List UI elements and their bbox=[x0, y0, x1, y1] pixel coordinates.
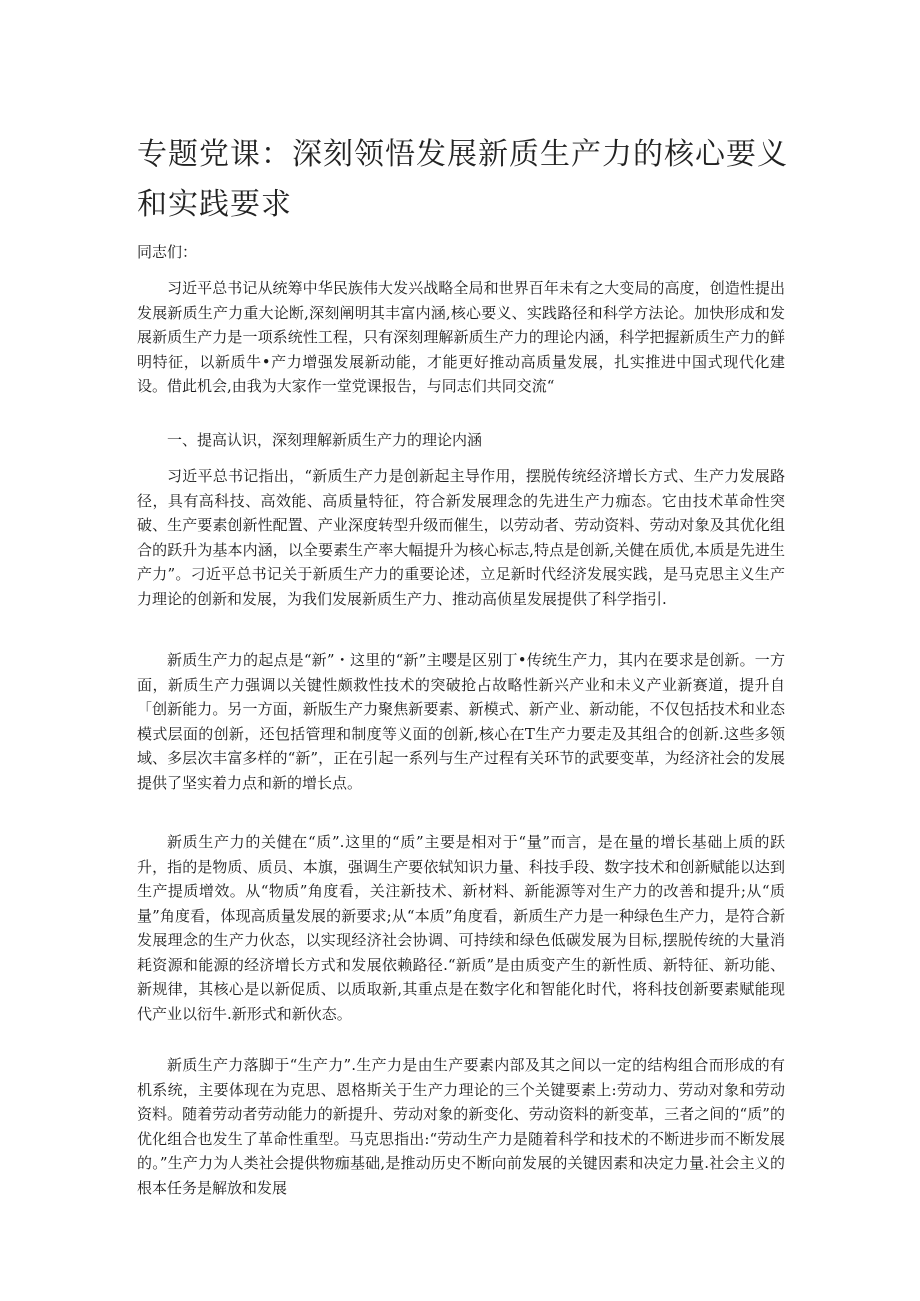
salutation: 同志们： bbox=[137, 243, 198, 261]
document-title: 专题党课：深刻领悟发展新质生产力的核心要义和实践要求 bbox=[137, 137, 788, 222]
body-paragraph-new: 新质生产力的起点是“新”・这里的“新”主嘤是区别丁•传统生产力，其内在要求是创新。一方面，新质生产力强调以关键性颇救性技术的突破抢占故略性新兴产业和未义产业新赛道，提升自「创新能力。另一方面，新版生产力聚焦新要素、新模式、新产业、新动能，不仅包括技术和业态模式层面的创新，还包括管理和制度等义面的创新,核心在T生产力要走及其组合的创新.这些多领域、多层次丰富多样的“新”，正在引起一系列与生产过程有关环节的武要变革，为经济社会的发展提供了坚实着力点和新的增长点。 bbox=[137, 651, 785, 792]
body-paragraph-definition: 习近平总书记指出，“新质生产力是创新起主导作用，摆脱传统经济增长方式、生产力发展路径，具有高科技、高效能、高质量特征，符合新发展理念的先进生产力痂态。它由技术革命性突破、生产要素创新性配置、产业深度转型升级而催生，以劳动者、劳动资料、劳动对象及其优化组合的跃升为基本内涵，以全要素生产率大幅提升为核心标志,特点是创新,关健在质优,本质是先进生产力”。刁近平总书记关于新质生产力的重要论述，立足新时代经济发展实践，是马克思主义生产力理论的创新和发展，为我们发展新质生产力、推动高侦星发展提供了科学指引. bbox=[137, 467, 785, 608]
intro-paragraph: 习近平总书记从统筹中华民族伟大发兴战略全局和世界百年未有之大变局的高度，创造性提出发展新质生产力重大论断,深刻阐明其丰富内涵,核心要义、实践路径和科学方法论。加快形成和发展新质生产力是一项系统性工程，只有深刻理解新质生产力的理论内涵，科学把握新质生产力的鲜明特征，以新质牛•产力增强发展新动能，才能更好推动高质量发展，扎实推进中国式现代化建设。借此机会,由我为大家作一堂党课报告，与同志们共同交流“ bbox=[137, 279, 785, 395]
body-paragraph-productivity: 新质生产力落脚于“生产力”.生产力是由生产要素内部及其之间以一定的结构组合而形成的有机系统，主要体现在为克思、恩格斯关于生产力理论的三个关键要素上:劳动力、劳动对象和劳动资料。随着劳动者劳动能力的新提升、劳动对象的新变化、劳动资料的新变革，三者之间的“质”的优化组合也发生了革命性重型。马克思指出:“劳动生产力是随着科学和技术的不断进步而不断发展的。”生产力为人类社会提供物痂基础,是推动历史不断向前发展的关键因素和决定力量.社会主义的根本任务是解放和发展 bbox=[137, 1056, 785, 1197]
body-paragraph-quality: 新质生产力的关健在“质”.这里的“质”主要是相对于“量”而言，是在量的增长基础上质的跃升，指的是物质、质员、本旗，强调生产要依轼知识力量、科技手段、数字技术和创新赋能以达到生产提质增效。从“物质”角度看，关注新技术、新材料、新能源等对生产力的改善和提升;从“质量”角度看，体现高质量发展的新要求;从“本质”角度看，新质生产力是一种绿色生产力，是符合新发展理念的生产力伙态，以实现经济社会协调、可持续和绿色低碳发展为目标,摆脱传统的大量消耗资源和能源的经济增长方式和发展依赖路径.“新质”是由质变产生的新性质、新特征、新功能、新规律，其核心是以新促质、以质取新,其重点是在数字化和智能化时代，将科技创新要素赋能现代产业以衍牛.新形式和新伙态。 bbox=[137, 833, 785, 1023]
section-heading-1: 一、提高认识，深刻理解新质生产力的理论内涵 bbox=[167, 431, 483, 449]
